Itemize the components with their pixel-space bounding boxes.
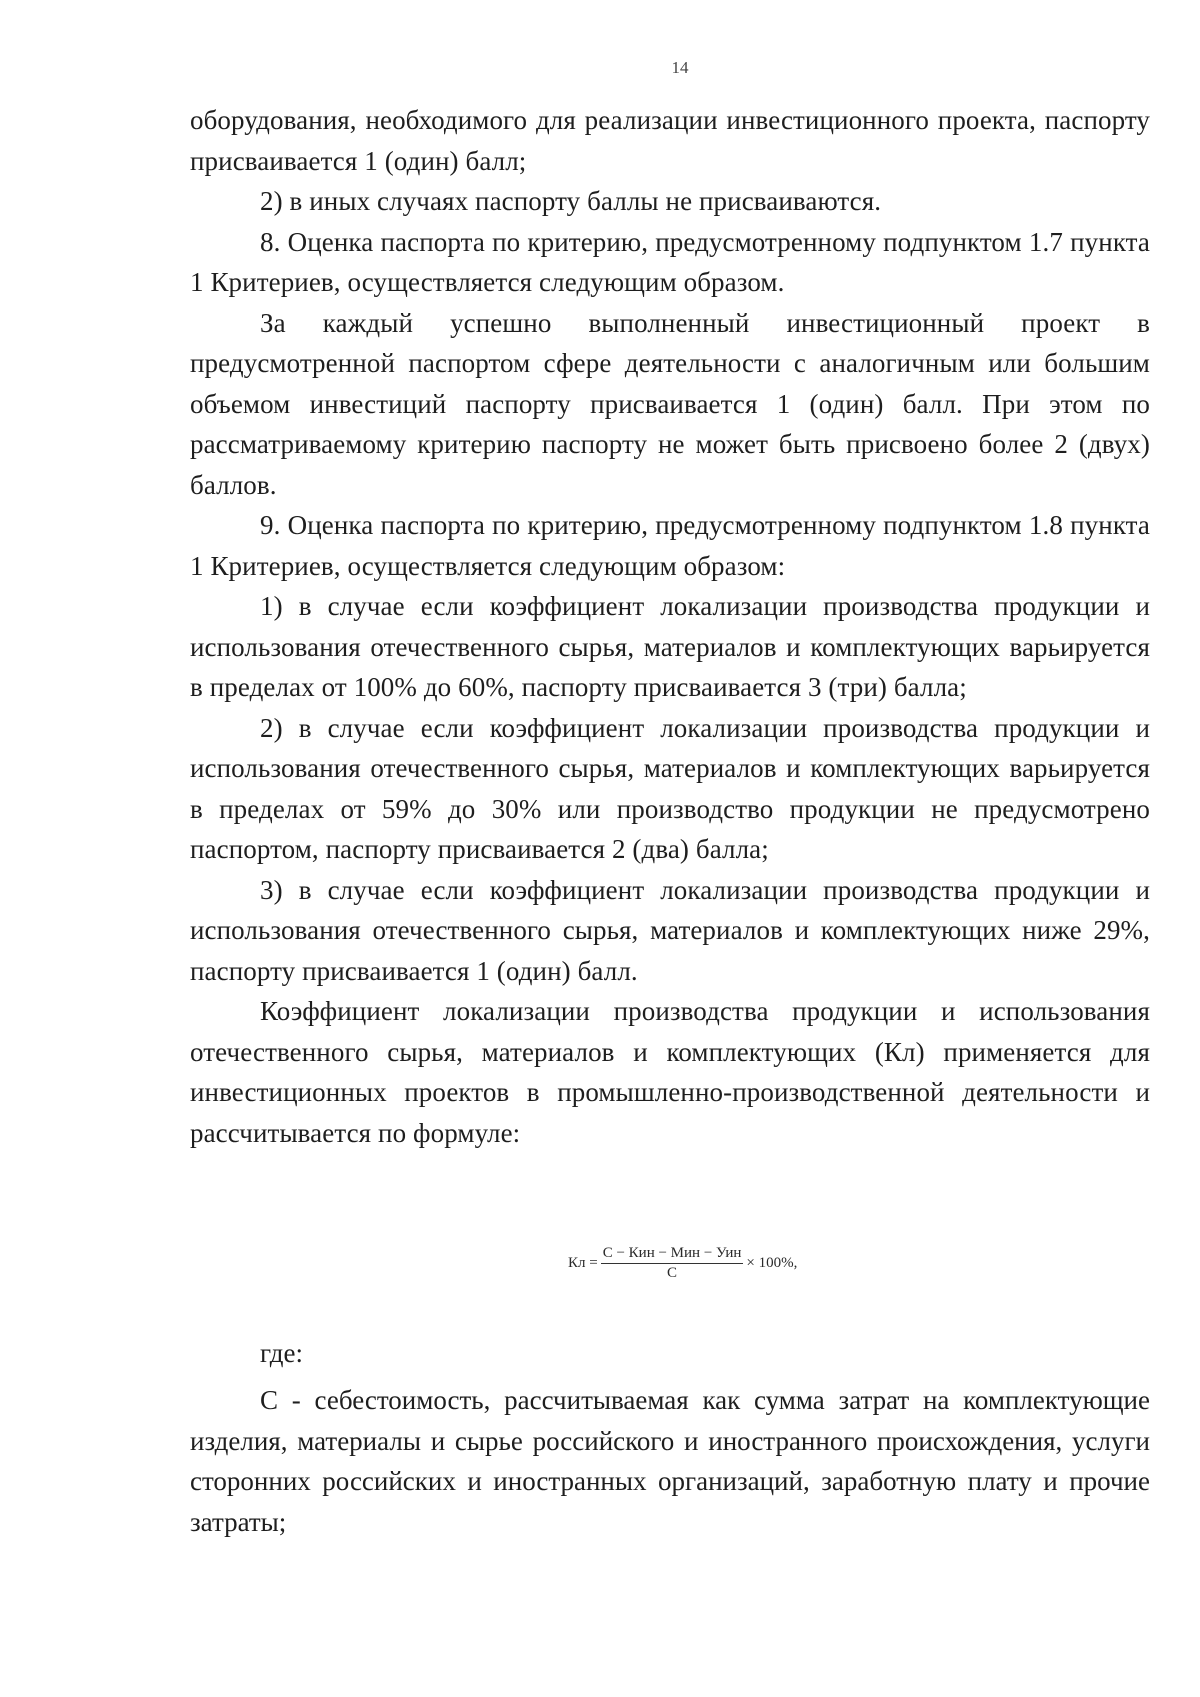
- formula-rhs: × 100%,: [746, 1255, 798, 1271]
- formula-numerator: С − Кин − Мин − Уин: [601, 1245, 744, 1264]
- page-number: 14: [671, 58, 689, 77]
- where-label: где:: [260, 1338, 303, 1368]
- definition-0: С - себестоимость, рассчитываемая как сумма затрат на комплектующие изделия, материалы и сырье российского и иностранного происхождения, услуги сторонних российских и иностранных организаций, заработную плату и прочие затраты;: [190, 1385, 1150, 1537]
- localization-formula: [568, 1245, 797, 1282]
- paragraph-6: 2) в случае если коэффициент локализации производства продукции и использования отечественного сырья, материалов и комплектующих варьируется в пределах от 59% до 30% или производство продукции не предусмотрено паспортом, паспорту присваивается 2 (два) балла;: [190, 712, 1150, 864]
- paragraph-1: 2) в иных случаях паспорту баллы не присваиваются.: [260, 186, 882, 216]
- formula-lhs: Кл =: [568, 1255, 598, 1271]
- formula-denominator: С: [667, 1265, 678, 1281]
- paragraph-4: 9. Оценка паспорта по критерию, предусмотренному подпунктом 1.8 пункта 1 Критериев, осуществляется следующим образом:: [190, 510, 1150, 581]
- paragraph-3: За каждый успешно выполненный инвестиционный проект в предусмотренной паспортом сфере деятельности с аналогичным или большим объемом инвестиций паспорту присваивается 1 (один) балл. При этом по рассматриваемому критерию паспорту не может быть присвоено более 2 (двух) баллов.: [190, 307, 1150, 500]
- formula-fraction: [601, 1245, 744, 1282]
- paragraph-0: оборудования, необходимого для реализации инвестиционного проекта, паспорту присваивается 1 (один) балл;: [190, 105, 1150, 176]
- definitions-text: [190, 1380, 1150, 1542]
- paragraph-2: 8. Оценка паспорта по критерию, предусмотренному подпунктом 1.7 пункта 1 Критериев, осуществляется следующим образом.: [190, 226, 1150, 297]
- paragraph-8: Коэффициент локализации производства продукции и использования отечественного сырья, материалов и комплектующих (Кл) применяется для инвестиционных проектов в промышленно-производственной деятельности и рассчитывается по формуле:: [190, 996, 1150, 1148]
- main-text: [190, 100, 1150, 1153]
- paragraph-5: 1) в случае если коэффициент локализации производства продукции и использования отечественного сырья, материалов и комплектующих варьируется в пределах от 100% до 60%, паспорту присваивается 3 (три) балла;: [190, 591, 1150, 702]
- paragraph-7: 3) в случае если коэффициент локализации производства продукции и использования отечественного сырья, материалов и комплектующих ниже 29%, паспорту присваивается 1 (один) балл.: [190, 874, 1150, 986]
